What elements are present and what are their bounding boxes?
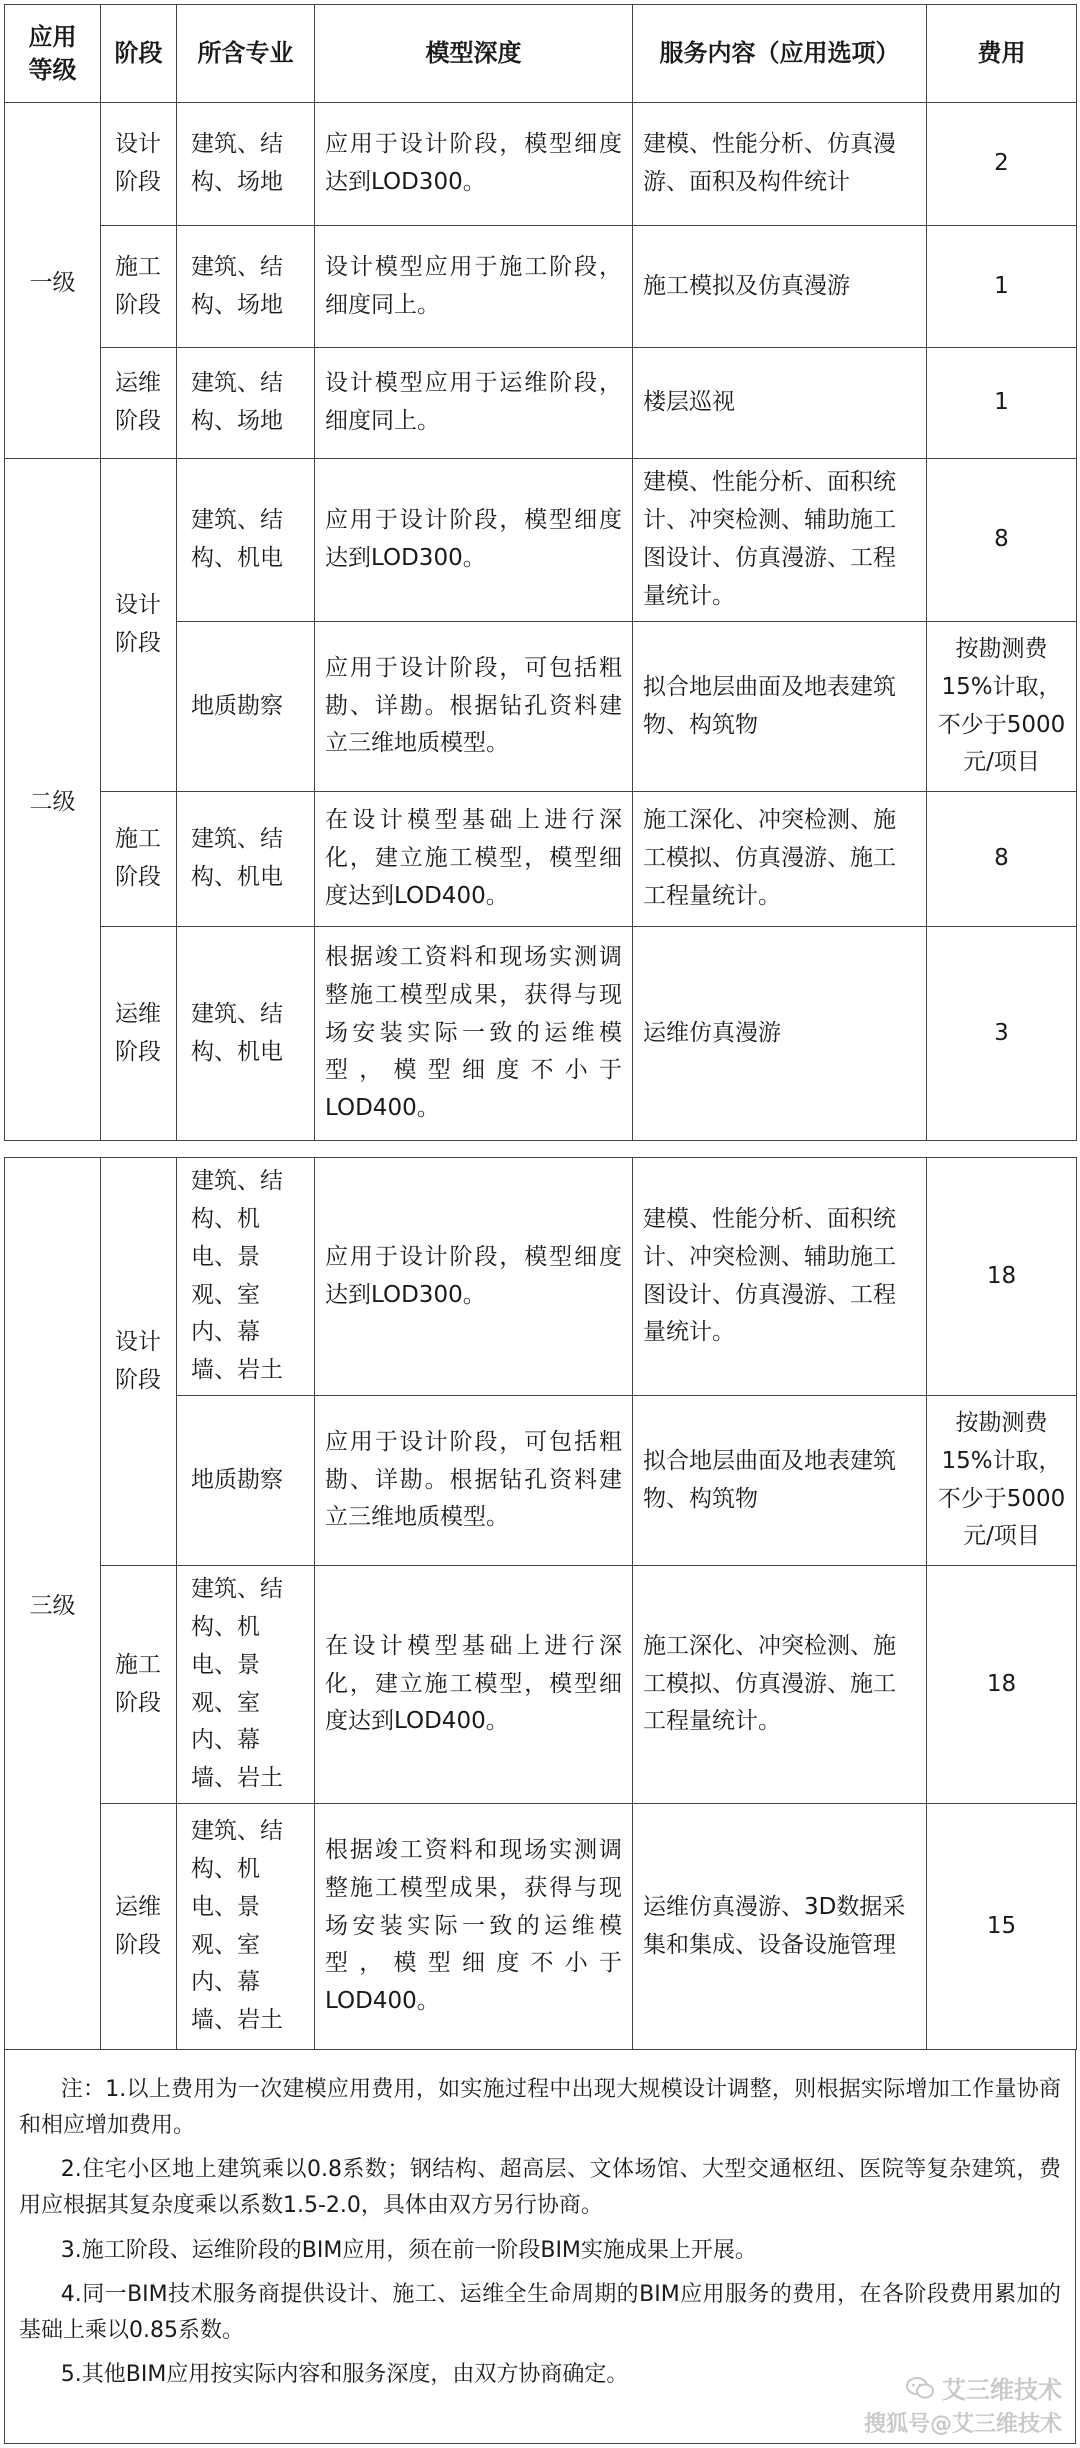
- wechat-icon: [906, 2377, 934, 2399]
- table-row: [5, 459, 1077, 622]
- fee-cell: 18: [927, 1566, 1077, 1804]
- major-cell: 建筑、结构、场地: [177, 103, 315, 226]
- fee-cell: 按勘测费15%计取，不少于5000元/项目: [927, 1396, 1077, 1566]
- table-header-row: [5, 5, 1077, 103]
- major-cell: 建筑、结构、机电、景观、室内、幕墙、岩土: [177, 1566, 315, 1804]
- watermark-title: 艾三维技术: [942, 2376, 1062, 2404]
- major-cell: 建筑、结构、机电、景观、室内、幕墙、岩土: [177, 1804, 315, 2050]
- header-service: 服务内容（应用选项）: [633, 5, 927, 103]
- phase-cell: 运维阶段: [101, 348, 177, 459]
- phase-cell: 施工阶段: [101, 792, 177, 927]
- header-fee: 费用: [927, 5, 1077, 103]
- major-cell: 地质勘察: [177, 622, 315, 792]
- level-label: 三级: [5, 1158, 101, 2050]
- phase-cell: 施工阶段: [101, 1566, 177, 1804]
- table-row: [5, 927, 1077, 1141]
- watermark-account: 搜狐号@艾三维技术: [863, 2412, 1062, 2437]
- level-label: 一级: [5, 103, 101, 459]
- major-cell: 建筑、结构、场地: [177, 226, 315, 348]
- phase-cell: 运维阶段: [101, 1804, 177, 2050]
- table-row: [5, 1804, 1077, 2050]
- table-row: [5, 103, 1077, 226]
- phase-cell: 施工阶段: [101, 226, 177, 348]
- header-level: 应用等级: [5, 5, 101, 103]
- major-cell: 建筑、结构、机电、景观、室内、幕墙、岩土: [177, 1158, 315, 1396]
- table-row: [5, 792, 1077, 927]
- table-row: [5, 226, 1077, 348]
- fee-cell: 1: [927, 226, 1077, 348]
- service-cell: 建模、性能分析、面积统计、冲突检测、辅助施工图设计、仿真漫游、工程量统计。: [633, 459, 927, 622]
- table-row: [5, 1566, 1077, 1804]
- phase-cell: 运维阶段: [101, 927, 177, 1141]
- header-major: 所含专业: [177, 5, 315, 103]
- service-cell: 施工模拟及仿真漫游: [633, 226, 927, 348]
- fee-cell: 2: [927, 103, 1077, 226]
- major-cell: 建筑、结构、场地: [177, 348, 315, 459]
- bim-fee-table-part-2: [4, 1157, 1077, 2050]
- note-item: 3.施工阶段、运维阶段的BIM应用，须在前一阶段BIM实施成果上开展。: [60, 2237, 757, 2263]
- fee-cell: 18: [927, 1158, 1077, 1396]
- service-cell: 运维仿真漫游、3D数据采集和集成、设备设施管理: [633, 1804, 927, 2050]
- depth-cell: 应用于设计阶段，模型细度达到LOD300。: [315, 459, 633, 622]
- fee-cell: 3: [927, 927, 1077, 1141]
- phase-cell: 设计阶段: [101, 1158, 177, 1566]
- fee-cell: 1: [927, 348, 1077, 459]
- level-label: 二级: [5, 459, 101, 1141]
- fee-cell: 8: [927, 459, 1077, 622]
- depth-cell: 设计模型应用于运维阶段，细度同上。: [315, 348, 633, 459]
- phase-cell: 设计阶段: [101, 103, 177, 226]
- fee-cell: 按勘测费15%计取，不少于5000元/项目: [927, 622, 1077, 792]
- fee-cell: 15: [927, 1804, 1077, 2050]
- bim-fee-table-part-1: [4, 4, 1077, 1141]
- major-cell: 建筑、结构、机电: [177, 792, 315, 927]
- phase-cell: 设计阶段: [101, 459, 177, 792]
- note-item: 4.同一BIM技术服务商提供设计、施工、运维全生命周期的BIM应用服务的费用，在各阶段费用累加的基础上乘以0.85系数。: [19, 2282, 1061, 2343]
- depth-cell: 应用于设计阶段，可包括粗勘、详勘。根据钻孔资料建立三维地质模型。: [315, 1396, 633, 1566]
- service-cell: 建模、性能分析、仿真漫游、面积及构件统计: [633, 103, 927, 226]
- major-cell: 建筑、结构、机电: [177, 459, 315, 622]
- depth-cell: 根据竣工资料和现场实测调整施工模型成果，获得与现场安装实际一致的运维模型，模型细度不小于LOD400。: [315, 927, 633, 1141]
- header-phase: 阶段: [101, 5, 177, 103]
- service-cell: 运维仿真漫游: [633, 927, 927, 1141]
- table-row: [5, 348, 1077, 459]
- depth-cell: 在设计模型基础上进行深化，建立施工模型，模型细度达到LOD400。: [315, 1566, 633, 1804]
- table-row: [5, 1158, 1077, 1396]
- depth-cell: 应用于设计阶段，模型细度达到LOD300。: [315, 103, 633, 226]
- watermark-title-row: [864, 2370, 1062, 2405]
- service-cell: 拟合地层曲面及地表建筑物、构筑物: [633, 1396, 927, 1566]
- depth-cell: 设计模型应用于施工阶段，细度同上。: [315, 226, 633, 348]
- service-cell: 建模、性能分析、面积统计、冲突检测、辅助施工图设计、仿真漫游、工程量统计。: [633, 1158, 927, 1396]
- watermark: [864, 2370, 1062, 2438]
- depth-cell: 根据竣工资料和现场实测调整施工模型成果，获得与现场安装实际一致的运维模型，模型细度不小于LOD400。: [315, 1804, 633, 2050]
- service-cell: 拟合地层曲面及地表建筑物、构筑物: [633, 622, 927, 792]
- note-item: 2.住宅小区地上建筑乘以0.8系数；钢结构、超高层、文体场馆、大型交通枢纽、医院等复杂建筑，费用应根据其复杂度乘以系数1.5-2.0，具体由双方另行协商。: [19, 2157, 1061, 2218]
- depth-cell: 应用于设计阶段，模型细度达到LOD300。: [315, 1158, 633, 1396]
- major-cell: 建筑、结构、机电: [177, 927, 315, 1141]
- major-cell: 地质勘察: [177, 1396, 315, 1566]
- note-item: 注：1.以上费用为一次建模应用费用，如实施过程中出现大规模设计调整，则根据实际增加工作量协商和相应增加费用。: [19, 2077, 1061, 2138]
- service-cell: 施工深化、冲突检测、施工模拟、仿真漫游、施工工程量统计。: [633, 1566, 927, 1804]
- fee-cell: 8: [927, 792, 1077, 927]
- header-depth: 模型深度: [315, 5, 633, 103]
- depth-cell: 在设计模型基础上进行深化，建立施工模型，模型细度达到LOD400。: [315, 792, 633, 927]
- note-item: 5.其他BIM应用按实际内容和服务深度，由双方协商确定。: [60, 2362, 629, 2388]
- depth-cell: 应用于设计阶段，可包括粗勘、详勘。根据钻孔资料建立三维地质模型。: [315, 622, 633, 792]
- service-cell: 施工深化、冲突检测、施工模拟、仿真漫游、施工工程量统计。: [633, 792, 927, 927]
- service-cell: 楼层巡视: [633, 348, 927, 459]
